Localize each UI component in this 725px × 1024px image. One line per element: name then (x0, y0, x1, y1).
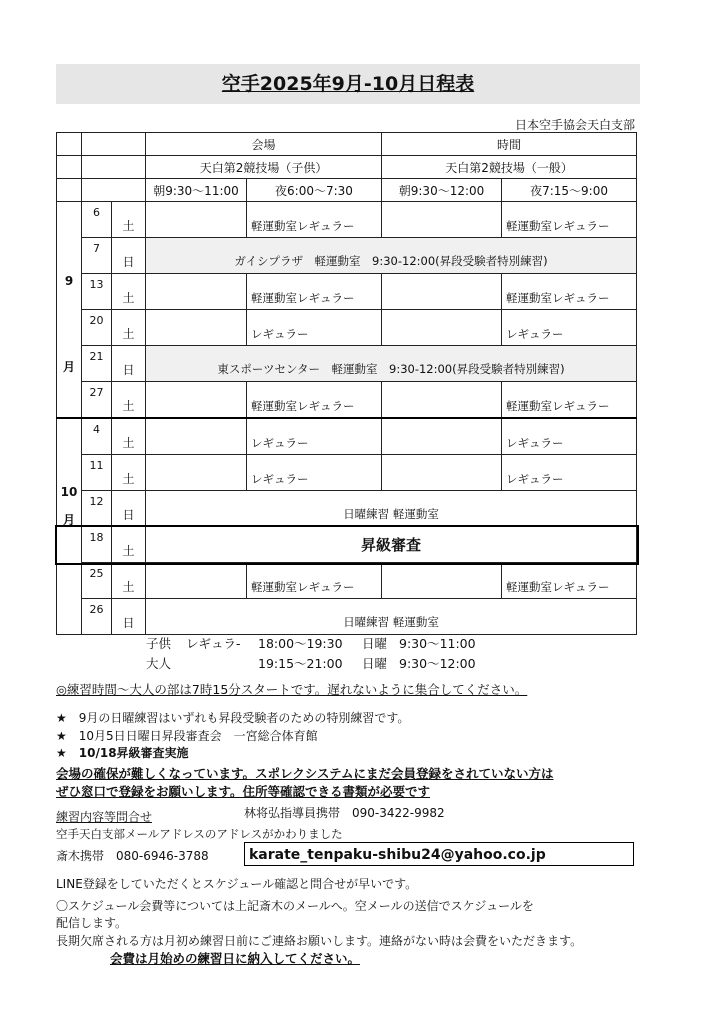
venue-kids: 天白第2競技場（子供） (146, 156, 382, 179)
month-september: 9 月 (57, 202, 82, 419)
adult-regular-time: 19:15～21:00 (258, 656, 343, 671)
table-row: 13 土 軽運動室レギュラー 軽運動室レギュラー (57, 274, 637, 310)
table-row: 26 日 日曜練習 軽運動室 (57, 599, 637, 635)
adult-label: 大人 (146, 656, 172, 671)
header-row-venue (57, 133, 637, 156)
table-row: 20 土 レギュラー レギュラー (57, 310, 637, 346)
bullet-2: ★ 10月5日日曜日昇段審査会 一宮総合体育館 (56, 729, 318, 743)
table-row: 7 日 ガイシプラザ 軽運動室 9:30-12:00(昇段受験者特別練習) (57, 238, 637, 274)
payment-note: 会費は月始めの練習日に納入してください。 (110, 951, 361, 966)
month-october: 10 月 (57, 418, 82, 635)
schedule-table (56, 132, 637, 635)
line-note: LINE登録をしていただくとスケジュール確認と問合せが早いです。 (56, 877, 418, 891)
fee-note-line-2: 配信します。 (56, 916, 128, 930)
email-address[interactable]: karate_tenpaku-shibu24@yahoo.co.jp (244, 842, 634, 866)
promotion-exam: 昇級審査 (146, 527, 637, 563)
kids-regular-time: 18:00～19:30 (258, 636, 343, 651)
regular-label: レギュラ- (186, 636, 241, 651)
instructor-phone: 林将弘指導員携帯 090-3422-9982 (244, 806, 445, 820)
organization-name: 日本空手協会天白支部 (514, 118, 635, 132)
time-kids-morning: 朝9:30～11:00 (146, 179, 247, 202)
table-row: 25 土 軽運動室レギュラー 軽運動室レギュラー (57, 563, 637, 599)
inquiry-label: 練習内容等問合せ (56, 810, 153, 824)
time-general-evening: 夜7:15～9:00 (502, 179, 637, 202)
bullet-3: ★ 10/18昇級審査実施 (56, 746, 189, 760)
time-general-morning: 朝9:30～12:00 (382, 179, 502, 202)
page-title: 空手2025年9月-10月日程表 (221, 73, 475, 95)
table-row: 27 土 軽運動室レギュラー 軽運動室レギュラー (57, 382, 637, 419)
venue-header: 会場 (146, 133, 382, 156)
adult-sunday-label: 日曜 (362, 656, 388, 671)
table-row: 18 土 昇級審査 (57, 527, 637, 563)
email-change-notice: 空手天白支部メールアドレスのアドレスがかわりました (56, 827, 343, 841)
time-kids-evening: 夜6:00～7:30 (247, 179, 382, 202)
saiki-phone: 斎木携帯 080-6946-3788 (56, 849, 209, 863)
venue-general: 天白第2競技場（一般） (382, 156, 637, 179)
venue-notice-line-2: ぜひ窓口で登録をお願いします。住所等確認できる書類が必要です (56, 784, 431, 799)
table-row: 9 月 6 土 軽運動室レギュラー 軽運動室レギュラー (57, 202, 637, 238)
absence-note: 長期欠席される方は月初め練習日前にご連絡お願いします。連絡がない時は会費をいただきます。 (56, 934, 583, 948)
adult-sunday-time: 9:30～12:00 (399, 656, 476, 671)
practice-time-notice: ◎練習時間～大人の部は7時15分スタートです。遅れないように集合してください。 (56, 682, 528, 697)
kids-sunday-time: 9:30～11:00 (399, 636, 476, 651)
table-row: 21 日 東スポーツセンター 軽運動室 9:30-12:00(昇段受験者特別練習) (57, 346, 637, 382)
header-row-location (57, 156, 637, 179)
venue-notice-line-1: 会場の確保が難しくなっています。スポレクシステムにまだ会員登録をされていない方は (56, 766, 554, 781)
kids-label: 子供 (146, 636, 172, 651)
table-row: 11 土 レギュラー レギュラー (57, 455, 637, 491)
fee-note-line-1: 〇スケジュール会費等については上記斎木のメールへ。空メールの送信でスケジュールを (56, 899, 534, 913)
kids-sunday-label: 日曜 (362, 636, 388, 651)
time-header: 時間 (382, 133, 637, 156)
header-row-times (57, 179, 637, 202)
bullet-1: ★ 9月の日曜練習はいずれも昇段受験者のための特別練習です。 (56, 711, 410, 725)
table-row: 12 日 日曜練習 軽運動室 (57, 491, 637, 527)
table-row: 10 月 4 土 レギュラー レギュラー (57, 418, 637, 455)
